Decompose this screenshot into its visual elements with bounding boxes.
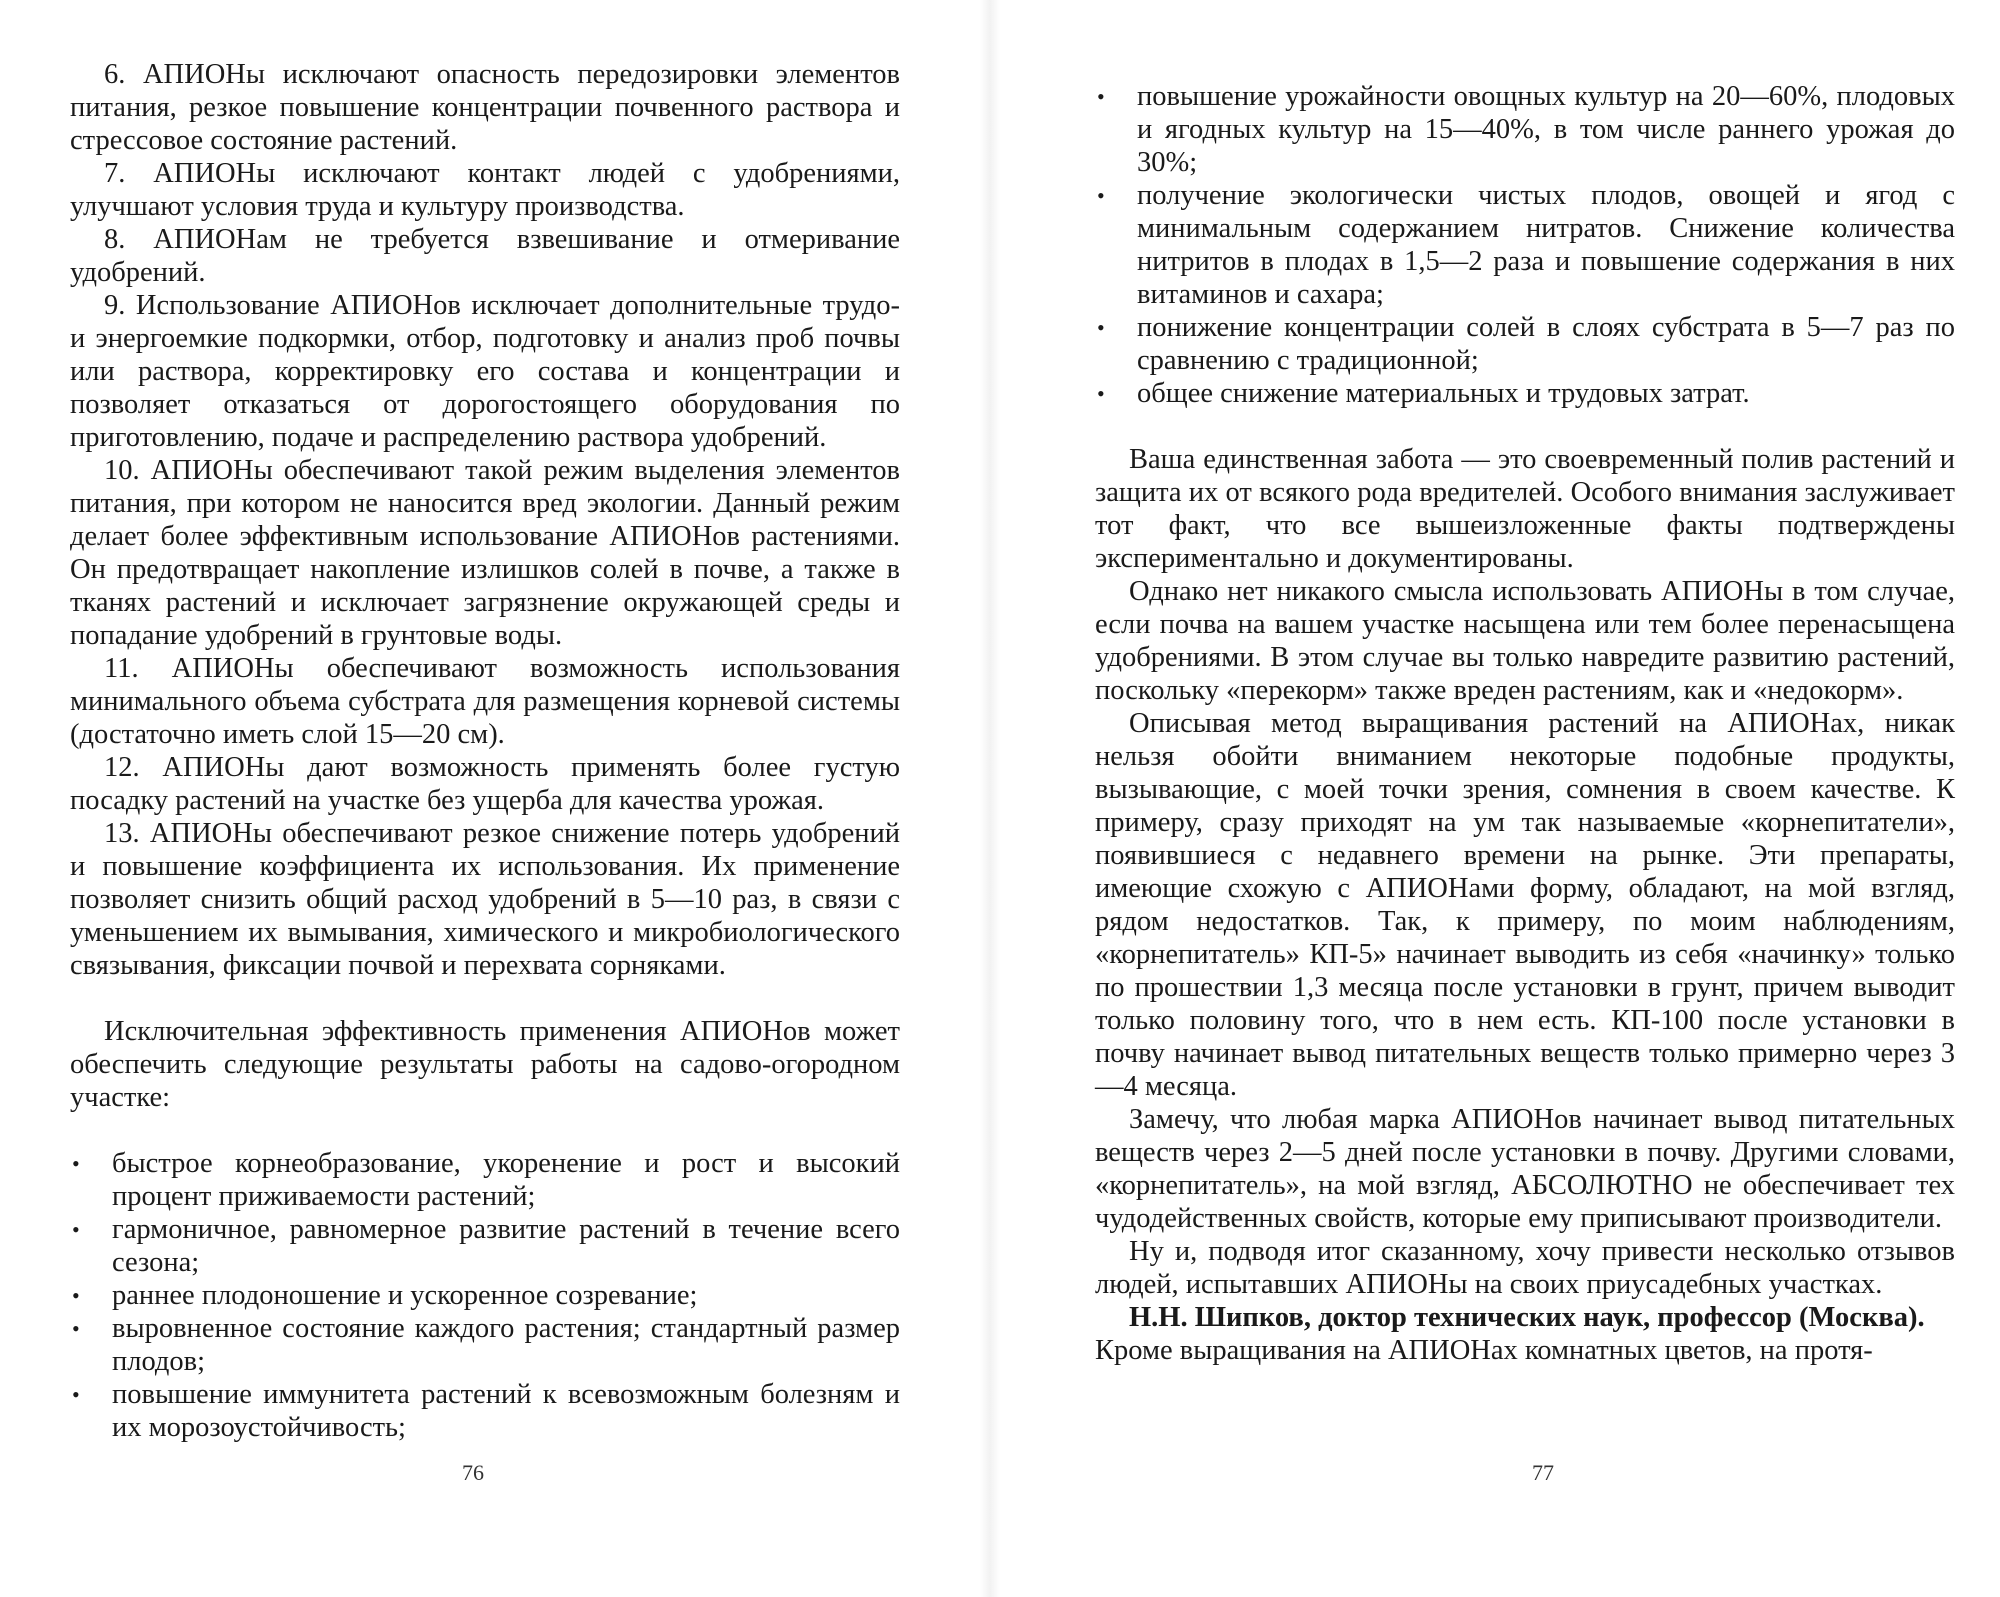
bullet-icon: •: [1097, 315, 1105, 340]
spacer: [70, 982, 900, 1015]
left-page: [0, 0, 980, 1597]
book-spine: [980, 0, 1000, 1597]
paragraph-care: Ваша единственная забота — это своевременный полив растений и защита их от всякого рода вредителей. Особого внимания заслуживает тот факт, что все вышеизложенные факты подтверждены экспериментально и документированы.: [1095, 444, 1955, 574]
review-author: Н.Н. Шипков, доктор технических наук, профессор (Москва).: [1129, 1302, 1925, 1333]
results-list: [1095, 80, 1955, 410]
list-item: • общее снижение материальных и трудовых затрат.: [1097, 378, 1750, 409]
bullet-icon: •: [1097, 84, 1105, 109]
bullet-icon: •: [1097, 381, 1105, 406]
bullet-icon: •: [72, 1151, 80, 1176]
spacer: [70, 1114, 900, 1147]
paragraph-apion-release: Замечу, что любая марка АПИОНов начинает вывод питательных веществ через 2—5 дней после установки в почву. Другими словами, «корнепитатель», на мой взгляд, АБСОЛЮТНО не обеспечивает тех чудодейственных свойств, которые ему приписывают производители.: [1095, 1104, 1955, 1234]
bullet-icon: •: [72, 1283, 80, 1308]
right-page-text: [1095, 80, 1955, 1367]
list-item: • раннее плодоношение и ускоренное созревание;: [72, 1280, 698, 1311]
page-number-right: 77: [1532, 1460, 1554, 1485]
paragraph-reviews-intro: Ну и, подводя итог сказанному, хочу привести несколько отзывов людей, испытавших АПИОНы на своих приусадебных участках.: [1095, 1236, 1955, 1300]
paragraph-7: 7. АПИОНы исключают контакт людей с удобрениями, улучшают условия труда и культуру производства.: [70, 158, 900, 222]
right-page: [1000, 0, 2000, 1597]
review-text: Кроме выращивания на АПИОНах комнатных цветов, на протя-: [1095, 1335, 1873, 1366]
list-item: • получение экологически чистых плодов, овощей и ягод с минимальным содержанием нитратов. Снижение количества нитритов в плодах в 1,5—2 раза и повышение содержания в них витаминов и сахара;: [1097, 180, 1955, 310]
list-item: • выровненное состояние каждого растения; стандартный размер плодов;: [72, 1313, 900, 1377]
paragraph-11: 11. АПИОНы обеспечивают возможность использования минимального объема субстрата для размещения корневой системы (достаточно иметь слой 15—20 см).: [70, 653, 900, 750]
paragraph-8: 8. АПИОНам не требуется взвешивание и отмеривание удобрений.: [70, 224, 900, 288]
bullet-icon: •: [1097, 183, 1105, 208]
list-item: • повышение иммунитета растений к всевозможным болезням и их морозоустойчивость;: [72, 1379, 900, 1443]
list-item: • гармоничное, равномерное развитие растений в течение всего сезона;: [72, 1214, 900, 1278]
bullet-icon: •: [72, 1382, 80, 1407]
benefits-list: [70, 1147, 900, 1444]
paragraph-13: 13. АПИОНы обеспечивают резкое снижение потерь удобрений и повышение коэффициента их использования. Их применение позволяет снизить общий расход удобрений в 5—10 раз, в связи с уменьшением их вымывания, химического и микробиологического связывания, фиксации почвой и перехвата сорняками.: [70, 818, 900, 981]
spacer: [1095, 410, 1955, 443]
list-item: • понижение концентрации солей в слоях субстрата в 5—7 раз по сравнению с традиционной;: [1097, 312, 1955, 376]
page-number-left: 76: [462, 1460, 484, 1485]
paragraph-root-feeders: Описывая метод выращивания растений на АПИОНах, никак нельзя обойти вниманием некоторые подобные продукты, вызывающие, с моей точки зрения, сомнения в своем качестве. К примеру, сразу приходят на ум так называемые «корнепитатели», появившиеся с недавнего времени на рынке. Эти препараты, имеющие схожую с АПИОНами форму, обладают, на мой взгляд, рядом недостатков. Так, к примеру, по моим наблюдениям, «корнепитатель» КП-5» начинает выводить из себя «начинку» только по прошествии 1,3 месяца после установки в грунт, причем выводит только половину того, что в нем есть. КП-100 после установки в почву начинает вывод питательных веществ только примерно через 3—4 месяца.: [1095, 708, 1955, 1102]
paragraph-12: 12. АПИОНы дают возможность применять более густую посадку растений на участке без ущерба для качества урожая.: [70, 752, 900, 816]
bullet-icon: •: [72, 1316, 80, 1341]
list-item: • быстрое корнеобразование, укоренение и рост и высокий процент приживаемости растений;: [72, 1148, 900, 1212]
paragraph-10: 10. АПИОНы обеспечивают такой режим выделения элементов питания, при котором не наносится вред экологии. Данный режим делает более эффективным использование АПИОНов растениями. Он предотвращает накопление излишков солей в почве, а также в тканях растений и исключает загрязнение окружающей среды и попадание удобрений в грунтовые воды.: [70, 455, 900, 651]
left-page-text: [70, 58, 900, 1444]
bullet-icon: •: [72, 1217, 80, 1242]
list-item: • повышение урожайности овощных культур на 20—60%, плодовых и ягодных культур на 15—40%, в том числе раннего урожая до 30%;: [1097, 81, 1955, 178]
paragraph-6: 6. АПИОНы исключают опасность передозировки элементов питания, резкое повышение концентрации почвенного раствора и стрессовое состояние растений.: [70, 59, 900, 156]
paragraph-9: 9. Использование АПИОНов исключает дополнительные трудо- и энергоемкие подкормки, отбор, подготовку и анализ проб почвы или раствора, корректировку его состава и концентрации и позволяет отказаться от дорогостоящего оборудования по приготовлению, подаче и распределению раствора удобрений.: [70, 290, 900, 453]
intro-paragraph: Исключительная эффективность применения АПИОНов может обеспечить следующие результаты работы на садово-огородном участке:: [70, 1016, 900, 1113]
paragraph-oversaturation: Однако нет никакого смысла использовать АПИОНы в том случае, если почва на вашем участке насыщена или тем более перенасыщена удобрениями. В этом случае вы только навредите развитию растений, поскольку «перекорм» также вреден растениям, как и «недокорм».: [1095, 576, 1955, 706]
